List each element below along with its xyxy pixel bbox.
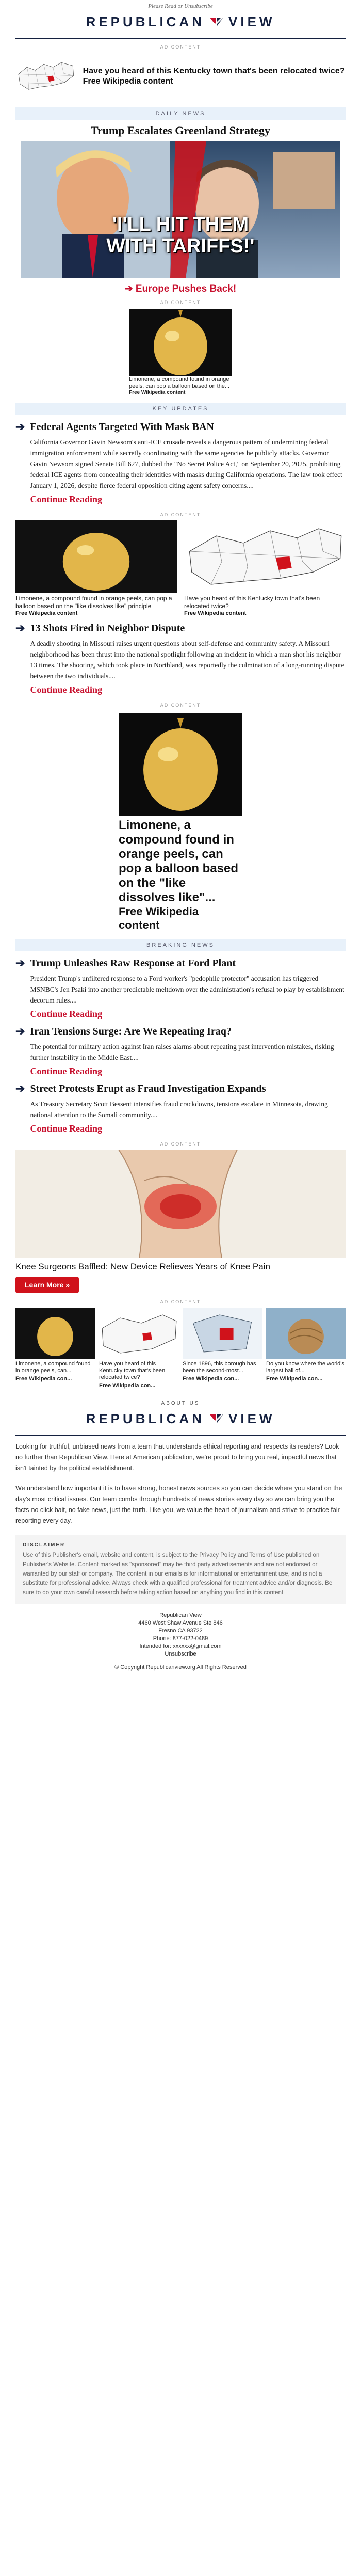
four-ad-caption[interactable]: Have you heard of this Kentucky town that's been relocated twice? <box>99 1361 166 1380</box>
double-ad-row <box>15 520 346 616</box>
arrow-icon: ➔ <box>15 1082 25 1095</box>
double-ad-left-caption[interactable]: Limonene, a compound found in orange peels, can pop a balloon based on the "like dissolves like" principle <box>15 595 172 610</box>
borough-image[interactable] <box>183 1308 262 1359</box>
ad-label-4: AD CONTENT <box>160 703 201 708</box>
ad-label-2: AD CONTENT <box>160 300 201 305</box>
breaking-article <box>15 957 346 1020</box>
continue-reading-link[interactable]: Continue Reading <box>30 1009 102 1019</box>
four-ad-item[interactable] <box>99 1308 178 1389</box>
big-ad-wiki: Free Wikipedia content <box>119 905 199 931</box>
double-ad-left-wiki: Free Wikipedia content <box>15 610 78 616</box>
four-ad-wiki: Free Wikipedia con... <box>15 1376 72 1382</box>
about-paragraph-2: We understand how important it is to have strong, honest news sources so you can decide where you stand on the day's most critical issues. Our team combs through hundreds of news stories every day so we can bring you the facts-no click bait, no fake news, just the truth. Like you, we value the heart of journalism and strive to practice fair reporting every day. <box>15 1485 342 1524</box>
four-ad-caption[interactable]: Limonene, a compound found in orange peels, can... <box>15 1361 91 1374</box>
breaking-article <box>15 1025 346 1077</box>
footer-brand-logo[interactable] <box>15 1408 346 1429</box>
footer-address-line-1: 4460 West Shaw Avenue Ste 846 <box>138 1620 223 1626</box>
learn-more-button[interactable]: Learn More » <box>15 1277 79 1293</box>
arrow-icon: ➔ <box>15 1025 25 1038</box>
balloon-ad-1-caption[interactable]: Limonene, a compound found in orange peels, can pop a balloon based on the... <box>129 376 230 389</box>
four-ad-wiki: Free Wikipedia con... <box>266 1376 323 1382</box>
arrow-icon: ➔ <box>15 957 25 969</box>
continue-reading-link[interactable]: Continue Reading <box>30 1066 102 1076</box>
email-container <box>15 0 346 1671</box>
europe-pushes-back-link[interactable]: ➔ Europe Pushes Back! <box>124 283 237 294</box>
breaking-news-label: BREAKING NEWS <box>15 939 346 951</box>
hero-caption <box>21 214 340 257</box>
key-updates-label: KEY UPDATES <box>15 403 346 415</box>
article-body: A deadly shooting in Missouri raises urgent questions about self-defense and community safety. A Missouri neighborhood has been thrust into the national spotlight following an incident in which a man shot his neighbor 13 times. The shooting, which took place in Northland, was reportedly the culmination of a long-running dispute between the two individuals.... <box>30 640 344 680</box>
footer-phone: Phone: 877-022-0489 <box>153 1635 208 1642</box>
ad-label: AD CONTENT <box>160 44 201 50</box>
four-ad-row <box>15 1308 346 1389</box>
about-paragraph-1: Looking for truthful, unbiased news from a team that understands ethical reporting and respects its readers? Look no further than Republican View. Here at American publication, we're proud to bring you real, impactful news that isn't tainted by the political establishment. <box>15 1443 339 1472</box>
continue-reading-link[interactable]: Continue Reading <box>30 1123 102 1134</box>
big-balloon-ad[interactable] <box>119 713 242 932</box>
kentucky-map-image[interactable] <box>184 520 346 593</box>
four-ad-wiki: Free Wikipedia con... <box>183 1376 239 1382</box>
balloon-image[interactable] <box>129 309 232 376</box>
four-ad-caption[interactable]: Since 1896, this borough has been the second-most... <box>183 1361 256 1374</box>
four-ad-caption[interactable]: Do you know where the world's largest ball of... <box>266 1361 344 1374</box>
article-title[interactable]: Street Protests Erupt as Fraud Investigation Expands <box>30 1083 266 1094</box>
continue-reading-link[interactable]: Continue Reading <box>30 685 102 695</box>
ad-label-6: AD CONTENT <box>160 1299 201 1305</box>
brand-right-word: VIEW <box>228 13 275 29</box>
daily-news-headline[interactable]: Trump Escalates Greenland Strategy <box>90 124 271 137</box>
article-title[interactable]: Trump Unleashes Raw Response at Ford Plant <box>30 958 236 969</box>
flag-check-icon <box>209 15 224 28</box>
header-divider <box>15 38 346 39</box>
balloon-ad-1[interactable] <box>129 309 232 395</box>
article-mask-ban <box>15 420 346 505</box>
footer-address <box>15 1612 346 1658</box>
preheader-text[interactable]: Please Read or Unsubscribe <box>148 3 213 9</box>
hero-graphic <box>21 141 340 278</box>
article-body: The potential for military action against Iran raises alarms about repeating past intervention mistakes, risking further instability in the Middle East.... <box>30 1043 334 1061</box>
balloon-image[interactable] <box>15 1308 95 1359</box>
disclaimer-text: Use of this Publisher's email, website and content, is subject to the Privacy Policy and Terms of Use published on Publisher's Website. Content marked as "sponsored" may be third party advertisements and are not endorsed or warranted by our staff or company. The content in our emails is for informational or entertainment use, and is not a substitute for professional advice. Always check with a qualified professional for treatment advice and/or diagnosis. Be sure to do your own careful research before taking action based on anything you find in this content <box>23 1552 333 1596</box>
article-neighbor-dispute <box>15 622 346 695</box>
footer-intended-for: Intended for: xxxxxx@gmail.com <box>139 1643 222 1649</box>
daily-news-label: DAILY NEWS <box>15 107 346 120</box>
kentucky-map-image[interactable] <box>15 53 77 100</box>
footer-name: Republican View <box>159 1612 202 1618</box>
ad-label-3: AD CONTENT <box>160 512 201 517</box>
four-ad-wiki: Free Wikipedia con... <box>99 1382 156 1389</box>
article-title[interactable]: Federal Agents Targeted With Mask BAN <box>30 421 214 433</box>
brand-logo[interactable] <box>15 11 346 32</box>
article-body: As Treasury Secretary Scott Bessent intensifies fraud crackdowns, tensions escalate in Minnesota, drawing national attention to the Somali community.... <box>30 1100 328 1119</box>
balloon-ad-1-wiki: Free Wikipedia content <box>129 390 186 395</box>
balloon-image[interactable] <box>119 713 242 816</box>
brand-left-word: REPUBLICAN <box>86 13 205 29</box>
four-ad-item[interactable] <box>183 1308 262 1389</box>
unsubscribe-link[interactable]: Unsubscribe <box>165 1651 196 1657</box>
big-ad-caption[interactable]: Limonene, a compound found in orange peels, can pop a balloon based on the "like dissolves like"... <box>119 818 239 904</box>
arrow-icon: ➔ <box>15 420 25 433</box>
flag-check-icon <box>209 1412 224 1425</box>
breaking-article <box>15 1082 346 1134</box>
double-ad-right[interactable] <box>184 520 346 616</box>
hero-caption-line-2: WITH TARIFFS!' <box>106 235 255 257</box>
top-ad-text[interactable]: Have you heard of this Kentucky town that's been relocated twice? Free Wikipedia content <box>83 67 345 86</box>
four-ad-item[interactable] <box>15 1308 95 1389</box>
about-divider <box>15 1435 346 1436</box>
continue-reading-link[interactable]: Continue Reading <box>30 494 102 504</box>
footer-address-line-2: Fresno CA 93722 <box>158 1628 203 1634</box>
four-ad-item[interactable] <box>266 1308 346 1389</box>
article-body: President Trump's unfiltered response to a Ford worker's "pedophile protector" accusation has triggered MSNBC's Jen Psaki into another predictable meltdown over the administration's refusal to play by establishment decorum rules.... <box>30 975 344 1004</box>
balloon-image[interactable] <box>15 520 177 593</box>
double-ad-right-caption[interactable]: Have you heard of this Kentucky town that's been relocated twice? <box>184 595 320 610</box>
knee-image[interactable] <box>15 1150 346 1258</box>
hero-image[interactable] <box>21 141 340 278</box>
arrow-icon: ➔ <box>15 622 25 634</box>
kentucky-map-image[interactable] <box>99 1308 178 1359</box>
disclaimer-label: DISCLAIMER <box>23 1542 65 1548</box>
double-ad-left[interactable] <box>15 520 177 616</box>
brand-left-word: REPUBLICAN <box>86 1410 205 1426</box>
copyright-text: © Copyright Republicanview.org All Rights Reserved <box>114 1664 247 1671</box>
article-title[interactable]: Iran Tensions Surge: Are We Repeating Iraq? <box>30 1026 232 1037</box>
knee-ad[interactable] <box>15 1150 346 1293</box>
knee-ad-title[interactable]: Knee Surgeons Baffled: New Device Relieves Years of Knee Pain <box>15 1262 270 1271</box>
twine-ball-image[interactable] <box>266 1308 346 1359</box>
hero-caption-line-1: 'I'LL HIT THEM <box>112 214 249 235</box>
article-title[interactable]: 13 Shots Fired in Neighbor Dispute <box>30 623 185 634</box>
top-ad[interactable] <box>15 53 346 100</box>
article-body: California Governor Gavin Newsom's anti-ICE crusade reveals a dangerous pattern of undermining federal immigration enforcement while secretly coordinating with the same agencies he publicly attacks. Governor Gavin Newsom signed Senate Bill 627, dubbed the "No Secret Police Act," on September 20, 2025, prohibiting federal ICE agents from concealing their identities with masks during California operations. The law took effect January 1, 2026, despite fierce federal opposition citing agent safety concerns.... <box>30 438 342 489</box>
disclaimer-box <box>15 1535 346 1604</box>
brand-right-word: VIEW <box>228 1410 275 1426</box>
double-ad-right-wiki: Free Wikipedia content <box>184 610 247 616</box>
about-us-label: ABOUT US <box>161 1401 200 1406</box>
ad-label-5: AD CONTENT <box>160 1141 201 1147</box>
